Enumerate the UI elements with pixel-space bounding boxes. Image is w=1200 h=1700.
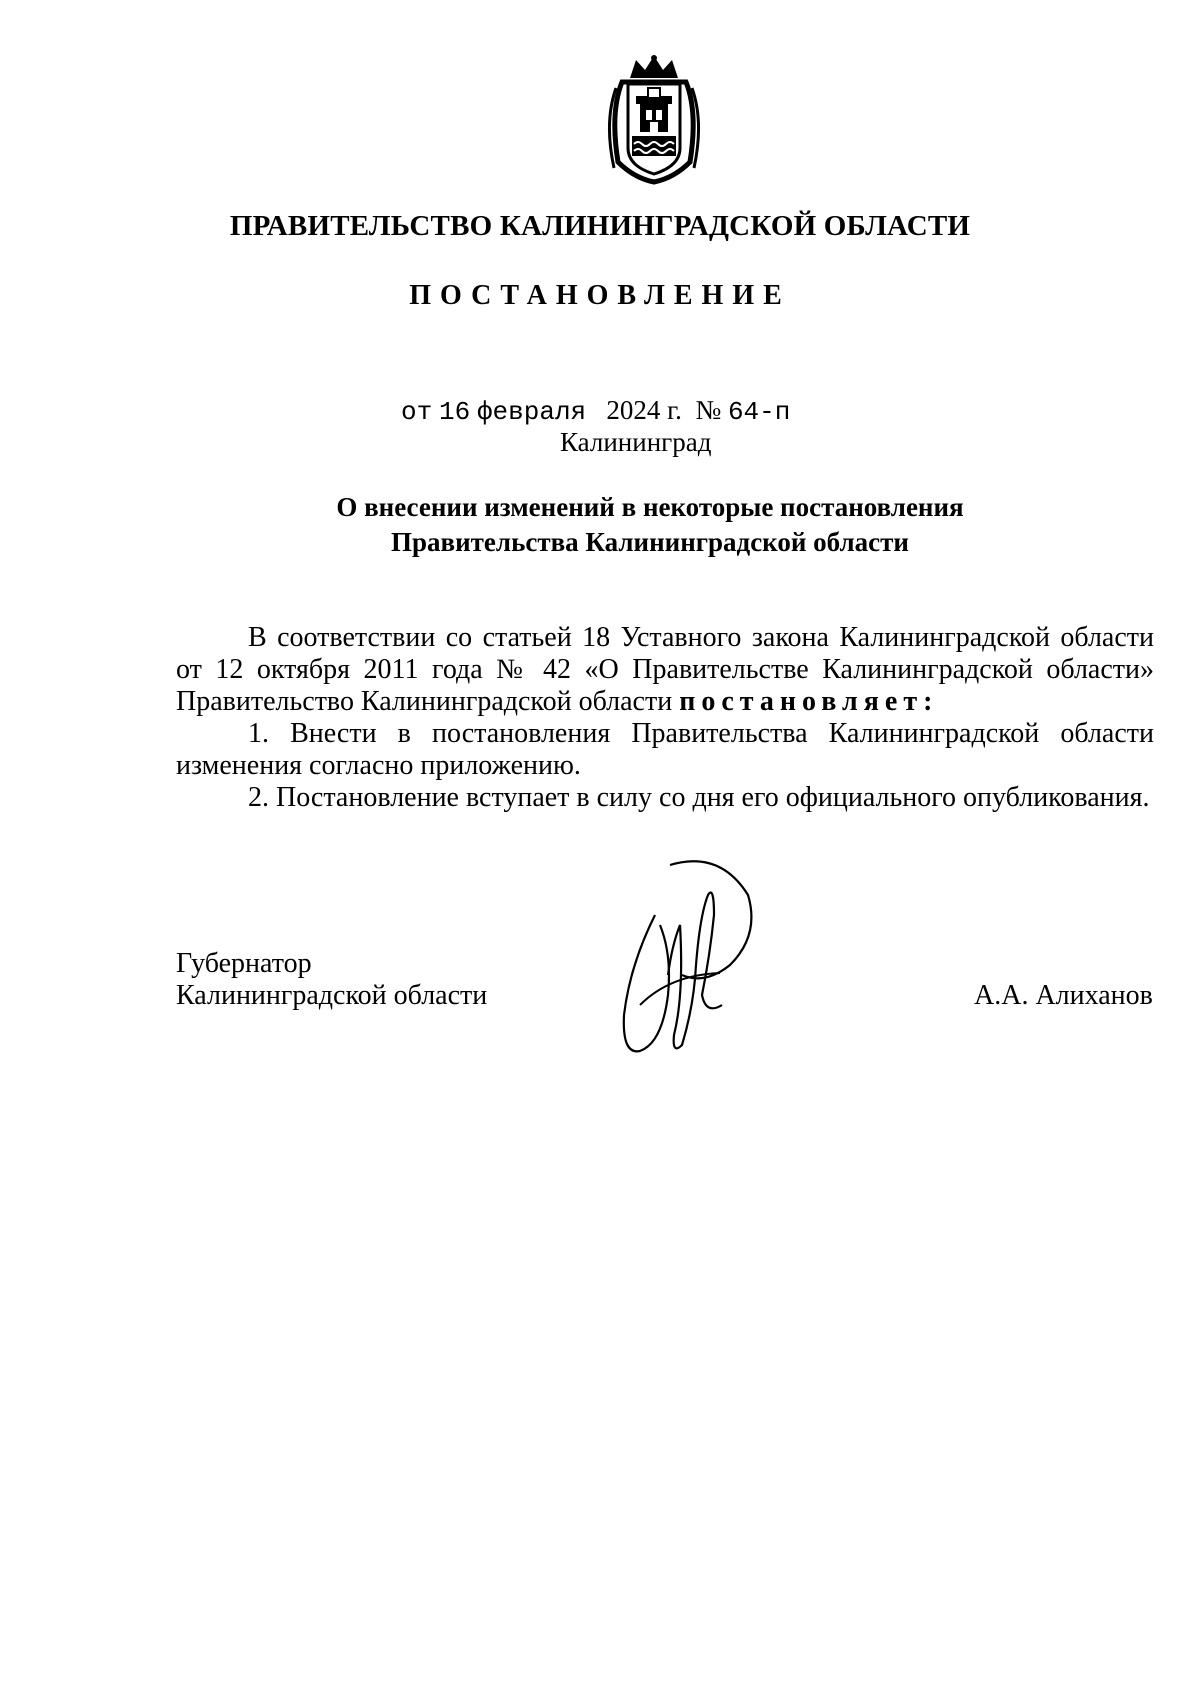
resolves-word: постановляет: bbox=[679, 686, 939, 717]
document-number: 64-п bbox=[727, 397, 791, 427]
preamble-paragraph bbox=[176, 622, 1154, 718]
city: Калининград bbox=[560, 427, 712, 457]
date-month: февраля bbox=[476, 397, 587, 427]
subject-line-2: Правительства Калининградской области bbox=[391, 527, 909, 557]
number-label: № bbox=[695, 395, 722, 425]
item-2-paragraph bbox=[176, 782, 1154, 814]
government-title: ПРАВИТЕЛЬСТВО КАЛИНИНГРАДСКОЙ ОБЛАСТИ bbox=[229, 210, 971, 242]
date-prefix: от bbox=[401, 397, 433, 427]
handwritten-signature bbox=[610, 855, 760, 1060]
date-day: 16 bbox=[438, 397, 471, 427]
document-type-heading: ПОСТАНОВЛЕНИЕ bbox=[409, 280, 791, 311]
item-2-text: 2. Постановление вступает в силу со дня его официального опубликования. bbox=[248, 782, 1150, 813]
coat-of-arms-emblem bbox=[600, 52, 708, 186]
subject-line-1: О внесении изменений в некоторые постановления bbox=[336, 492, 964, 522]
document-subject bbox=[300, 490, 1000, 560]
preamble-text: В соответствии со статьей 18 Уставного закона Калининградской области от 12 октября 2011 года № 42 «О Правительстве Калининградской области» Правительство Калининградской области bbox=[176, 622, 1154, 717]
item-1-paragraph bbox=[176, 718, 1154, 782]
item-1-text: 1. Внести в постановления Правительства Калининградской области изменения согласно приложению. bbox=[176, 718, 1154, 781]
signatory-name: А.А. Алиханов bbox=[974, 980, 1153, 1011]
date-year: 2024 г. bbox=[606, 395, 682, 425]
signatory-role-line-1: Губернатор bbox=[176, 948, 312, 979]
signatory-role bbox=[176, 948, 487, 1012]
signatory-role-line-2: Калининградской области bbox=[176, 980, 488, 1011]
date-number-line bbox=[401, 395, 790, 427]
